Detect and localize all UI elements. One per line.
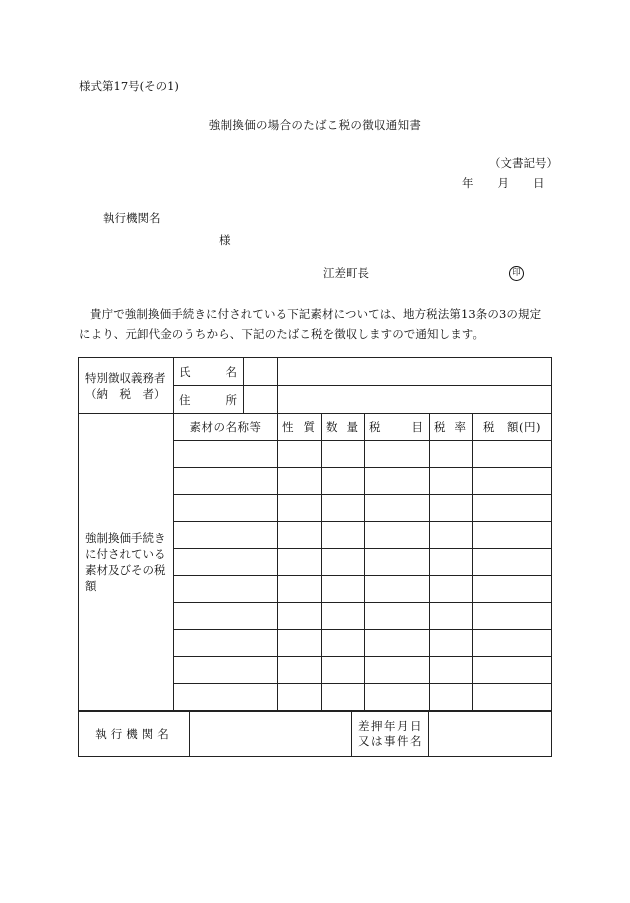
address-label-cell: [174, 386, 278, 414]
quantity-cell[interactable]: [322, 549, 365, 576]
tax-amount-cell[interactable]: [473, 522, 552, 549]
seizure-date-value[interactable]: [429, 712, 552, 757]
recipient-honorific: 様: [219, 233, 231, 247]
material-name-cell[interactable]: [174, 630, 278, 657]
header-tax-item: 税 目: [365, 414, 430, 441]
nature-cell[interactable]: [278, 522, 322, 549]
tax-item-cell[interactable]: [365, 657, 430, 684]
footer-table: [78, 711, 552, 757]
page-title: 強制換価の場合のたばこ税の徴収通知書: [208, 118, 422, 132]
address-value[interactable]: [278, 386, 552, 414]
header-material-name: 素材の名称等: [174, 414, 278, 441]
seizure-date-label: 差押年月日 又は事件名: [352, 712, 429, 757]
body-line-1: 貴庁で強制換価手続きに付されている下記素材については、地方税法第13条の3の規定: [90, 307, 542, 321]
tax-item-cell[interactable]: [365, 630, 430, 657]
quantity-cell[interactable]: [322, 603, 365, 630]
date-year: 年: [462, 176, 474, 190]
tax-amount-cell[interactable]: [473, 630, 552, 657]
tax-rate-cell[interactable]: [430, 657, 473, 684]
body-line-2: により、元卸代金のうちから、下記のたばこ税を徴収しますので通知します。: [79, 327, 485, 341]
section-label: 強制換価手続きに付されている素材及びその税額: [79, 414, 174, 711]
date-line: [462, 178, 545, 190]
tax-item-cell[interactable]: [365, 549, 430, 576]
tax-rate-cell[interactable]: [430, 549, 473, 576]
tax-item-cell[interactable]: [365, 522, 430, 549]
material-name-cell[interactable]: [174, 468, 278, 495]
tax-rate-cell[interactable]: [430, 495, 473, 522]
nature-cell[interactable]: [278, 441, 322, 468]
obligor-label-line-1: 特別徴収義務者: [85, 370, 166, 385]
tax-rate-cell[interactable]: [430, 576, 473, 603]
tax-amount-cell[interactable]: [473, 495, 552, 522]
document-number-label: （文書記号）: [489, 156, 558, 170]
header-tax-rate: 税 率: [430, 414, 473, 441]
address-label: 住 所: [174, 386, 244, 413]
name-value[interactable]: [278, 358, 552, 386]
material-name-cell[interactable]: [174, 603, 278, 630]
tax-amount-cell[interactable]: [473, 603, 552, 630]
quantity-cell[interactable]: [322, 522, 365, 549]
notice-body: [79, 304, 559, 344]
tax-amount-cell[interactable]: [473, 684, 552, 711]
quantity-cell[interactable]: [322, 576, 365, 603]
tax-item-cell[interactable]: [365, 441, 430, 468]
quantity-cell[interactable]: [322, 468, 365, 495]
material-name-cell[interactable]: [174, 657, 278, 684]
seal-mark: 印: [509, 266, 524, 281]
nature-cell[interactable]: [278, 630, 322, 657]
nature-cell[interactable]: [278, 468, 322, 495]
tax-item-cell[interactable]: [365, 468, 430, 495]
tax-rate-cell[interactable]: [430, 522, 473, 549]
tax-rate-cell[interactable]: [430, 630, 473, 657]
recipient-organization-label: 執行機関名: [103, 211, 161, 225]
quantity-cell[interactable]: [322, 630, 365, 657]
tax-amount-cell[interactable]: [473, 549, 552, 576]
material-name-cell[interactable]: [174, 522, 278, 549]
issuer-name: 江差町長: [323, 266, 369, 280]
name-label-cell: [174, 358, 278, 386]
tax-amount-cell[interactable]: [473, 468, 552, 495]
header-quantity: 数 量: [322, 414, 365, 441]
tax-amount-cell[interactable]: [473, 576, 552, 603]
form-number: 様式第17号(その1): [79, 79, 179, 93]
nature-cell[interactable]: [278, 576, 322, 603]
material-name-cell[interactable]: [174, 441, 278, 468]
executing-agency-value[interactable]: [190, 712, 352, 757]
nature-cell[interactable]: [278, 684, 322, 711]
tax-amount-cell[interactable]: [473, 441, 552, 468]
material-name-cell[interactable]: [174, 495, 278, 522]
quantity-cell[interactable]: [322, 657, 365, 684]
date-day: 日: [533, 176, 545, 190]
name-label: 氏 名: [174, 358, 244, 385]
tax-amount-cell[interactable]: [473, 657, 552, 684]
quantity-cell[interactable]: [322, 441, 365, 468]
nature-cell[interactable]: [278, 495, 322, 522]
tax-rate-cell[interactable]: [430, 441, 473, 468]
date-month: 月: [497, 176, 509, 190]
tax-rate-cell[interactable]: [430, 468, 473, 495]
tax-item-cell[interactable]: [365, 603, 430, 630]
header-nature: 性 質: [278, 414, 322, 441]
header-tax-amount: 税 額(円): [473, 414, 552, 441]
nature-cell[interactable]: [278, 549, 322, 576]
quantity-cell[interactable]: [322, 495, 365, 522]
material-name-cell[interactable]: [174, 576, 278, 603]
material-name-cell[interactable]: [174, 684, 278, 711]
nature-cell[interactable]: [278, 603, 322, 630]
tax-item-cell[interactable]: [365, 576, 430, 603]
obligor-label: [79, 358, 174, 414]
tax-item-cell[interactable]: [365, 495, 430, 522]
executing-agency-label: 執行機関名: [79, 712, 190, 757]
quantity-cell[interactable]: [322, 684, 365, 711]
tax-rate-cell[interactable]: [430, 603, 473, 630]
obligor-label-line-2: （納 税 者）: [85, 386, 166, 401]
material-name-cell[interactable]: [174, 549, 278, 576]
notice-table: [78, 357, 552, 711]
tax-rate-cell[interactable]: [430, 684, 473, 711]
tax-item-cell[interactable]: [365, 684, 430, 711]
nature-cell[interactable]: [278, 657, 322, 684]
